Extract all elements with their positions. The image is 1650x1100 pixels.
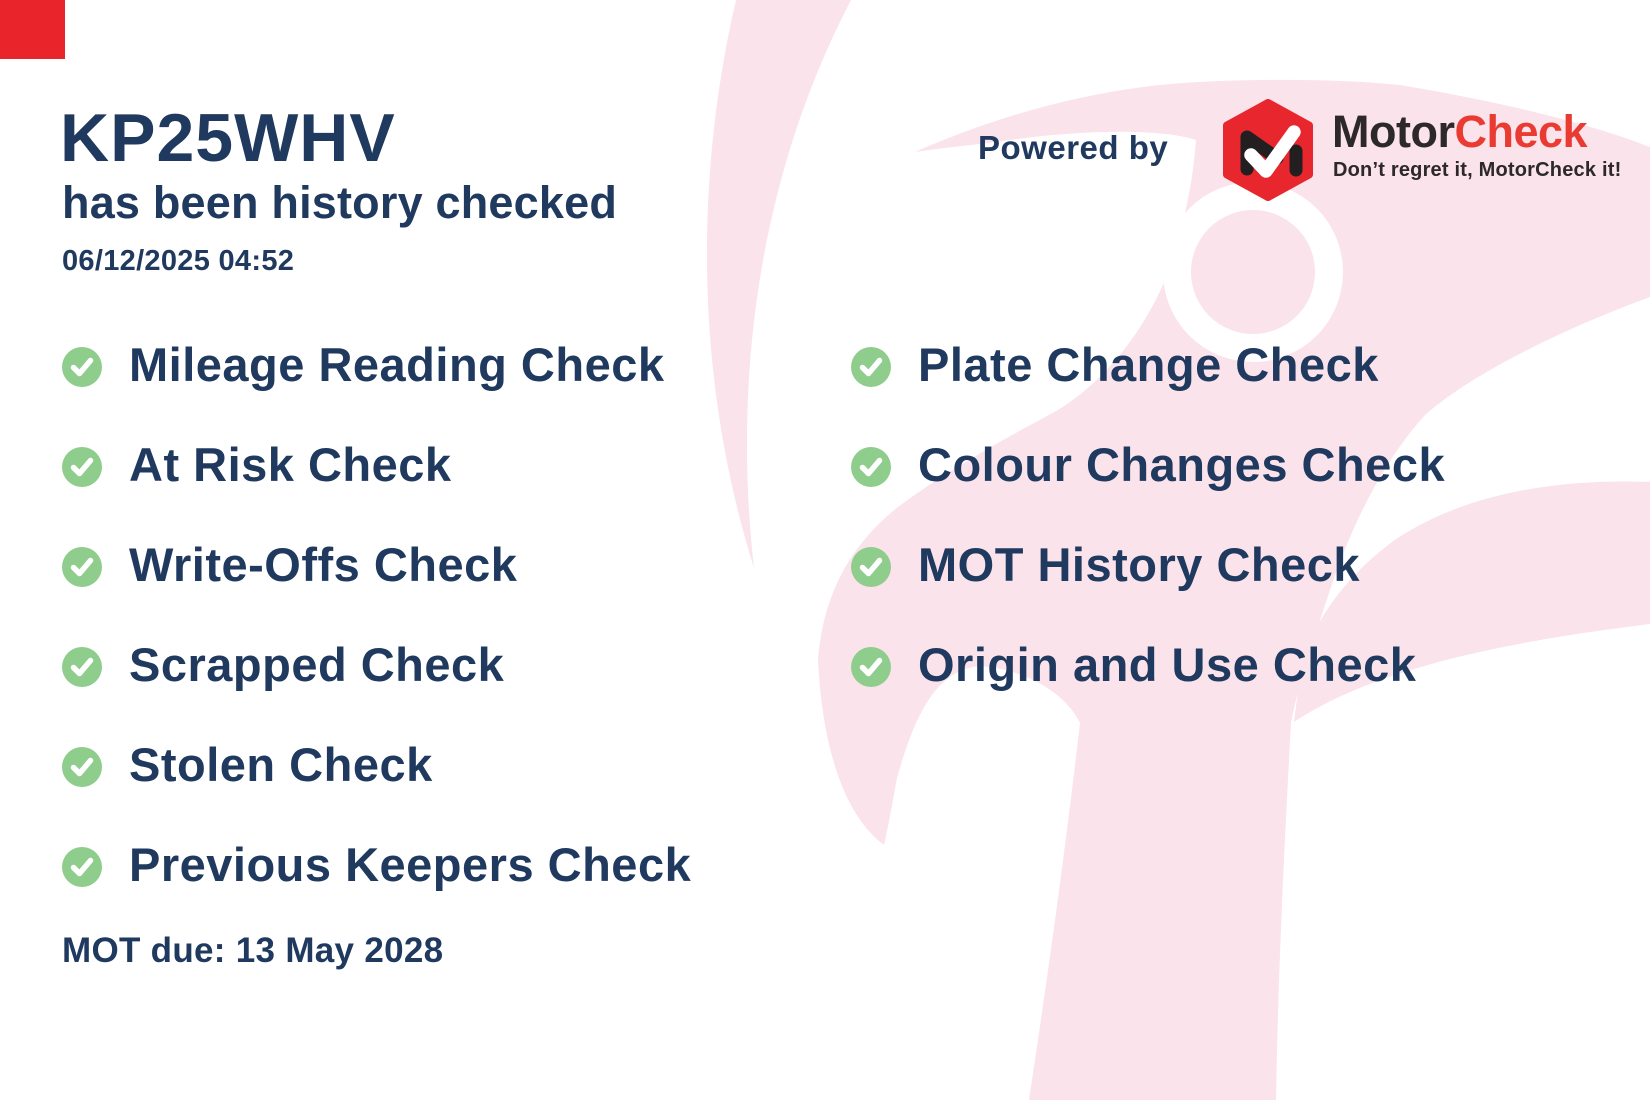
check-item-label: Previous Keepers Check [129, 838, 692, 891]
motorcheck-wordmark [1332, 106, 1588, 157]
check-item-label: Mileage Reading Check [129, 338, 665, 391]
mot-due-label: MOT due: 13 May 2028 [62, 931, 444, 970]
check-timestamp: 06/12/2025 04:52 [62, 245, 295, 277]
check-circle-icon [62, 547, 102, 587]
check-circle-icon [851, 447, 891, 487]
check-circle-icon [851, 347, 891, 387]
check-circle-icon [62, 647, 102, 687]
check-item-label: Colour Changes Check [918, 438, 1446, 491]
check-item-label: Write-Offs Check [129, 538, 518, 591]
check-circle-icon [62, 847, 102, 887]
check-item-label: At Risk Check [129, 438, 452, 491]
check-item-label: Origin and Use Check [918, 638, 1417, 691]
brand-tagline: Don’t regret it, MotorCheck it! [1333, 159, 1622, 181]
check-circle-icon [851, 547, 891, 587]
wordmark-check: Check [1454, 106, 1588, 157]
check-circle-icon [62, 747, 102, 787]
check-circle-icon [62, 447, 102, 487]
page-title-plate: KP25WHV [60, 100, 396, 176]
check-item-label: Plate Change Check [918, 338, 1379, 391]
page-subtitle: has been history checked [62, 177, 618, 228]
wordmark-motor: Motor [1332, 106, 1455, 157]
powered-by-label: Powered by [978, 129, 1169, 166]
check-circle-icon [62, 347, 102, 387]
check-item-label: Scrapped Check [129, 638, 505, 691]
check-item-label: Stolen Check [129, 738, 433, 791]
check-circle-icon [851, 647, 891, 687]
corner-accent [0, 0, 65, 59]
motorcheck-logo-icon [1220, 99, 1316, 201]
check-item-label: MOT History Check [918, 538, 1361, 591]
